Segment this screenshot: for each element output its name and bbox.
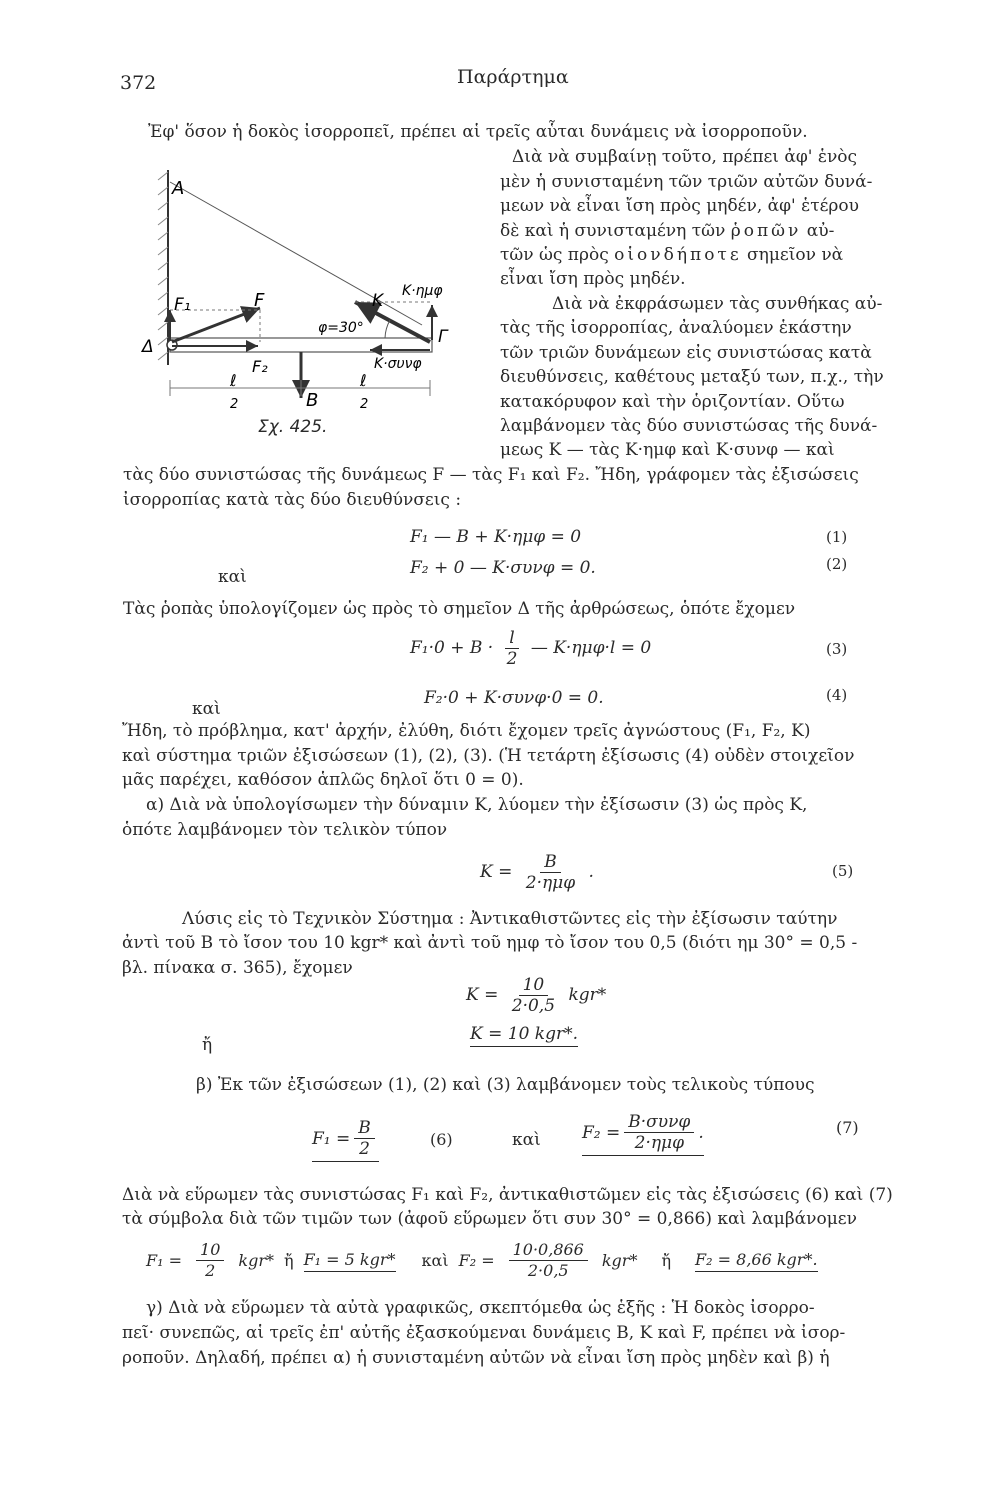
result-line: [146, 1240, 818, 1281]
result-f2-unit: kgr*: [601, 1251, 638, 1270]
equation-6-den: 2·0,5: [511, 996, 556, 1016]
equation-6-fraction: [508, 975, 559, 1016]
angle-arc: [385, 320, 390, 338]
body-line-11: ἀντὶ τοῦ B τὸ ἴσον του 10 kgr* καὶ ἀντὶ τοῦ ημφ τὸ ἴσον του 0,5 (διότι ημ 30° = 0,5 -: [122, 933, 858, 953]
label-l-right: ℓ: [360, 371, 367, 390]
body-line-14: Διὰ νὰ εὕρωμεν τὰς συνιστώσας F₁ καὶ F₂, ἀντικαθιστῶμεν εἰς τὰς ἐξισώσεις (6) καὶ (7): [122, 1185, 893, 1205]
wall: [158, 170, 168, 365]
equation-6-unit: kgr*: [568, 985, 607, 1005]
right-line-5a: τῶν ὡς πρὸς: [500, 245, 609, 265]
page-number: 372: [120, 72, 157, 94]
formula-f1-lhs: F₁ =: [312, 1128, 351, 1149]
formula-f2-den: 2·ημφ: [634, 1133, 684, 1153]
body-line-3: ἰσορροπίας κατὰ τὰς δύο διευθύνσεις :: [123, 490, 462, 510]
right-line-5c: σημεῖον νὰ: [747, 245, 844, 265]
equation-3-fraction: [503, 628, 522, 669]
body-line-8: α) Διὰ νὰ ὑπολογίσωμεν τὴν δύναμιν K, λύομεν τὴν ἐξίσωσιν (3) ὡς πρὸς K,: [146, 795, 808, 815]
label-k: K: [372, 291, 384, 311]
right-line-5b: οἱονδήποτε: [614, 245, 742, 265]
equation-3-num: l: [505, 628, 518, 649]
label-2-left: 2: [230, 397, 239, 412]
kai-3: καὶ: [512, 1130, 541, 1150]
running-title: Παράρτημα: [457, 66, 569, 88]
eta-1: ἤ: [202, 1035, 213, 1055]
formula-f1-number: (6): [430, 1130, 453, 1149]
formula-f2-block: [582, 1112, 704, 1156]
right-line-2: μὲν ἡ συνισταμένη τῶν τριῶν αὐτῶν δυνά-: [500, 172, 873, 192]
body-line-4: Τὰς ῥοπὰς ὑπολογίζομεν ὡς πρὸς τὸ σημεῖον Δ τῆς ἀρθρώσεως, ὁπότε ἔχομεν: [123, 599, 796, 619]
right-line-11: κατακόρυφον καὶ τὴν ὁριζοντίαν. Οὕτω: [500, 392, 845, 412]
result-f1-den: 2: [205, 1261, 216, 1280]
equation-3-a: F₁·0 + B ·: [410, 638, 494, 658]
body-line-16: γ) Διὰ νὰ εὕρωμεν τὰ αὐτὰ γραφικῶς, σκεπτόμεθα ὡς ἑξῆς : Ἡ δοκὸς ἰσορρο-: [146, 1298, 815, 1318]
formula-f1: [312, 1118, 379, 1162]
equation-5-dot: .: [588, 862, 594, 882]
result-f2-value: F₂ = 8,66 kgr*.: [695, 1250, 817, 1272]
equation-1-number: (1): [826, 528, 848, 546]
formula-f2-number: (7): [836, 1118, 859, 1137]
body-line-9: ὁπότε λαμβάνομεν τὸν τελικὸν τύπον: [122, 820, 448, 840]
kai-2: καὶ: [192, 699, 221, 719]
equation-6: [466, 975, 606, 1016]
equation-5-fraction: [522, 852, 579, 893]
kai-4: καὶ: [421, 1251, 449, 1270]
formula-f1-den: 2: [359, 1139, 370, 1159]
result-f1-unit: kgr*: [238, 1251, 274, 1270]
label-b: B: [306, 390, 319, 411]
equation-3-number: (3): [826, 640, 848, 658]
equation-5-num: B: [540, 852, 561, 873]
result-f2-fraction: [509, 1240, 588, 1281]
eta-3: ἤ: [661, 1251, 672, 1270]
equation-7: [470, 1024, 578, 1044]
label-f2: F₂: [252, 357, 268, 376]
formula-f2-dot: .: [698, 1122, 704, 1143]
formula-f2-num: B·συνφ: [624, 1112, 694, 1133]
label-a: A: [172, 178, 185, 199]
body-line-6: καὶ σύστημα τριῶν ἐξισώσεων (1), (2), (3). (Ἡ τετάρτη ἐξίσωσις (4) οὐδὲν στοιχεῖον: [122, 746, 855, 766]
equation-5: [480, 852, 594, 893]
formula-f2-fraction: [624, 1112, 694, 1153]
right-line-6: εἶναι ἴση πρὸς μηδέν.: [500, 269, 686, 289]
formula-f1-block: [312, 1118, 379, 1162]
right-line-13: μεως K — τὰς K·ημφ καὶ K·συνφ — καὶ: [500, 440, 835, 460]
result-f1-lhs: F₁ =: [146, 1251, 183, 1270]
equation-6-lhs: K =: [466, 985, 499, 1005]
label-phi: φ=30°: [318, 320, 364, 336]
equation-2: F₂ + 0 — K·συνφ = 0.: [410, 558, 596, 578]
label-gamma: Γ: [438, 327, 448, 347]
right-line-7: Διὰ νὰ ἐκφράσωμεν τὰς συνθήκας αὐ-: [552, 294, 883, 314]
equation-3: [410, 628, 651, 669]
result-f1-fraction: [196, 1240, 224, 1281]
right-line-4b: ῥοπῶν: [730, 221, 802, 241]
eta-2: ἤ: [283, 1251, 294, 1270]
result-f2-den: 2·0,5: [527, 1261, 569, 1280]
right-line-1: Διὰ νὰ συμβαίνῃ τοῦτο, πρέπει ἀφ' ἑνὸς: [512, 147, 858, 167]
equation-4-number: (4): [826, 686, 848, 704]
label-ksin: K·ημφ: [402, 283, 443, 299]
equation-5-den: 2·ημφ: [525, 873, 576, 893]
body-line-2: τὰς δύο συνιστώσας τῆς δυνάμεως F — τὰς F₁ καὶ F₂. Ἤδη, γράφομεν τὰς ἐξισώσεις: [123, 465, 859, 485]
right-line-10: διευθύνσεις, καθέτους μεταξύ των, π.χ., τὴν: [500, 367, 884, 387]
body-line-15: τὰ σύμβολα διὰ τῶν τιμῶν των (ἀφοῦ εὕρωμεν ὅτι συν 30° = 0,866) καὶ λαμβάνομεν: [122, 1209, 857, 1229]
right-line-12: λαμβάνομεν τὰς δύο συνιστώσας τῆς δυνά-: [500, 416, 878, 436]
label-kcos: K·συνφ: [374, 356, 422, 372]
equation-4: F₂·0 + K·συνφ·0 = 0.: [424, 688, 604, 708]
label-2-right: 2: [360, 397, 369, 412]
equation-5-number: (5): [832, 862, 854, 880]
label-f1: F₁: [174, 295, 191, 315]
right-line-3: μεων νὰ εἶναι ἴση πρὸς μηδέν, ἀφ' ἑτέρου: [500, 196, 859, 216]
label-f: F: [254, 290, 265, 311]
result-f1-num: 10: [196, 1240, 224, 1261]
right-line-4a: δὲ καὶ ἡ συνισταμένη τῶν: [500, 221, 726, 241]
formula-f1-fraction: [354, 1118, 375, 1159]
body-line-18: ροποῦν. Δηλαδή, πρέπει α) ἡ συνισταμένη αὐτῶν νὰ εἶναι ἴση πρὸς μηδὲν καὶ β) ἡ: [122, 1348, 830, 1368]
equation-6-num: 10: [519, 975, 549, 996]
right-line-4: [500, 219, 834, 244]
figure-425: [140, 160, 470, 450]
result-f2-lhs: F₂ =: [458, 1251, 495, 1270]
equation-7-text: K = 10 kgr*.: [470, 1024, 578, 1047]
formula-f2-lhs: F₂ =: [582, 1122, 621, 1143]
body-line-7: μᾶς παρέχει, καθόσον ἁπλῶς δηλοῖ ὅτι 0 = 0).: [122, 770, 524, 790]
equation-2-number: (2): [826, 555, 848, 573]
body-line-10: Λύσις εἰς τὸ Τεχνικὸν Σύστημα : Ἀντικαθιστῶντες εἰς τὴν ἐξίσωσιν ταύτην: [182, 909, 838, 929]
formula-f1-num: B: [354, 1118, 375, 1139]
equation-3-b: — K·ημφ·l = 0: [530, 638, 652, 658]
rope: [170, 182, 422, 325]
right-line-8: τὰς τῆς ἰσορροπίας, ἀναλύομεν ἑκάστην: [500, 318, 852, 338]
result-f2-num: 10·0,866: [509, 1240, 588, 1261]
body-line-17: πεῖ· συνεπῶς, αἱ τρεῖς ἐπ' αὐτῆς ἐξασκούμεναι δυνάμεις B, K καὶ F, πρέπει νὰ ἰσορ-: [122, 1323, 846, 1343]
body-line-12: βλ. πίνακα σ. 365), ἔχομεν: [122, 958, 353, 978]
body-line-1: Ἐφ' ὅσον ἡ δοκὸς ἰσορροπεῖ, πρέπει αἱ τρεῖς αὗται δυνάμεις νὰ ἰσορροποῦν.: [148, 122, 808, 142]
right-line-5: [500, 243, 843, 268]
formula-f2: [582, 1112, 704, 1156]
label-l-left: ℓ: [230, 371, 237, 390]
equation-1: F₁ — B + K·ημφ = 0: [410, 527, 582, 547]
equation-5-lhs: K =: [480, 862, 513, 882]
kai-1: καὶ: [218, 567, 247, 587]
equation-3-den: 2: [506, 649, 518, 669]
body-line-5: Ἤδη, τὸ πρόβλημα, κατ' ἀρχήν, ἐλύθη, διότι ἔχομεν τρεῖς ἀγνώστους (F₁, F₂, K): [122, 721, 811, 741]
right-line-9: τῶν τριῶν δυνάμεων εἰς συνιστώσας κατὰ: [500, 343, 872, 363]
right-line-4c: αὐ-: [806, 221, 835, 241]
result-f1-value: F₁ = 5 kgr*: [304, 1250, 396, 1272]
label-delta: Δ: [142, 337, 154, 357]
figure-caption: Σχ. 425.: [258, 417, 328, 437]
body-line-13: β) Ἐκ τῶν ἐξισώσεων (1), (2) καὶ (3) λαμβάνομεν τοὺς τελικοὺς τύπους: [196, 1075, 815, 1095]
